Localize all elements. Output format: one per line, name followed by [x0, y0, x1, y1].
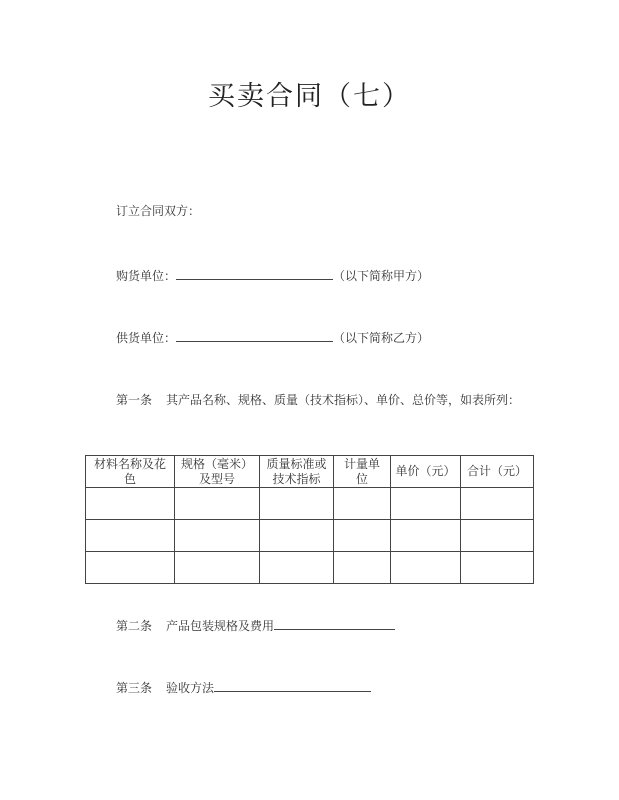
- article-1: [116, 392, 520, 408]
- table-cell[interactable]: [86, 488, 175, 520]
- table-cell[interactable]: [334, 552, 391, 584]
- header-spec-model: [175, 456, 260, 488]
- table-cell[interactable]: [86, 552, 175, 584]
- seller-field[interactable]: [176, 329, 333, 342]
- article-2-number: 第二条: [116, 619, 153, 633]
- header-material-name-text: 材料名称及花色: [93, 456, 166, 486]
- table-row: [86, 520, 534, 552]
- header-unit-price: [391, 456, 461, 488]
- table-row: [86, 552, 534, 584]
- article-1-text: 其产品名称、规格、质量（技术指标）、单价、总价等，如表所列：: [166, 393, 521, 407]
- table-row: [86, 488, 534, 520]
- header-material-name: [86, 456, 175, 488]
- table-cell[interactable]: [461, 552, 534, 584]
- seller-line: [116, 329, 429, 346]
- parties-intro: 订立合同双方：: [116, 204, 201, 218]
- table-cell[interactable]: [461, 488, 534, 520]
- header-total: [461, 456, 534, 488]
- table-cell[interactable]: [175, 520, 260, 552]
- table-cell[interactable]: [260, 488, 334, 520]
- article-2: [116, 617, 395, 634]
- table-cell[interactable]: [260, 520, 334, 552]
- packaging-field[interactable]: [274, 617, 395, 630]
- buyer-label: 购货单位：: [116, 269, 177, 283]
- seller-suffix: （以下简称乙方）: [333, 331, 430, 345]
- buyer-suffix: （以下简称甲方）: [333, 269, 430, 283]
- header-total-text: 合计（元）: [466, 464, 527, 478]
- buyer-field[interactable]: [176, 267, 333, 280]
- header-unit-text: 计量单位: [343, 456, 380, 486]
- document-title: 买卖合同（七）: [208, 81, 411, 112]
- table-cell[interactable]: [334, 488, 391, 520]
- table-cell[interactable]: [391, 488, 461, 520]
- header-quality-standard-text: 质量标准或技术指标: [266, 456, 327, 486]
- table-cell[interactable]: [175, 552, 260, 584]
- header-quality-standard: [260, 456, 334, 488]
- table-cell[interactable]: [175, 488, 260, 520]
- table-cell[interactable]: [334, 520, 391, 552]
- inspection-method-field[interactable]: [214, 679, 371, 692]
- table-cell[interactable]: [260, 552, 334, 584]
- header-unit: [334, 456, 391, 488]
- seller-label: 供货单位：: [116, 331, 177, 345]
- table-header-row: [86, 456, 534, 488]
- article-2-text: 产品包装规格及费用: [166, 619, 275, 633]
- article-1-number: 第一条: [116, 393, 153, 407]
- table-cell[interactable]: [86, 520, 175, 552]
- article-3-number: 第三条: [116, 681, 153, 695]
- table-cell[interactable]: [391, 552, 461, 584]
- buyer-line: [116, 267, 429, 284]
- product-spec-table: [85, 455, 534, 584]
- header-spec-model-text: 规格（毫米）及型号: [181, 456, 254, 486]
- article-3-text: 验收方法: [166, 681, 215, 695]
- table-cell[interactable]: [391, 520, 461, 552]
- table-cell[interactable]: [461, 520, 534, 552]
- header-unit-price-text: 单价（元）: [395, 464, 456, 478]
- article-3: [116, 679, 371, 696]
